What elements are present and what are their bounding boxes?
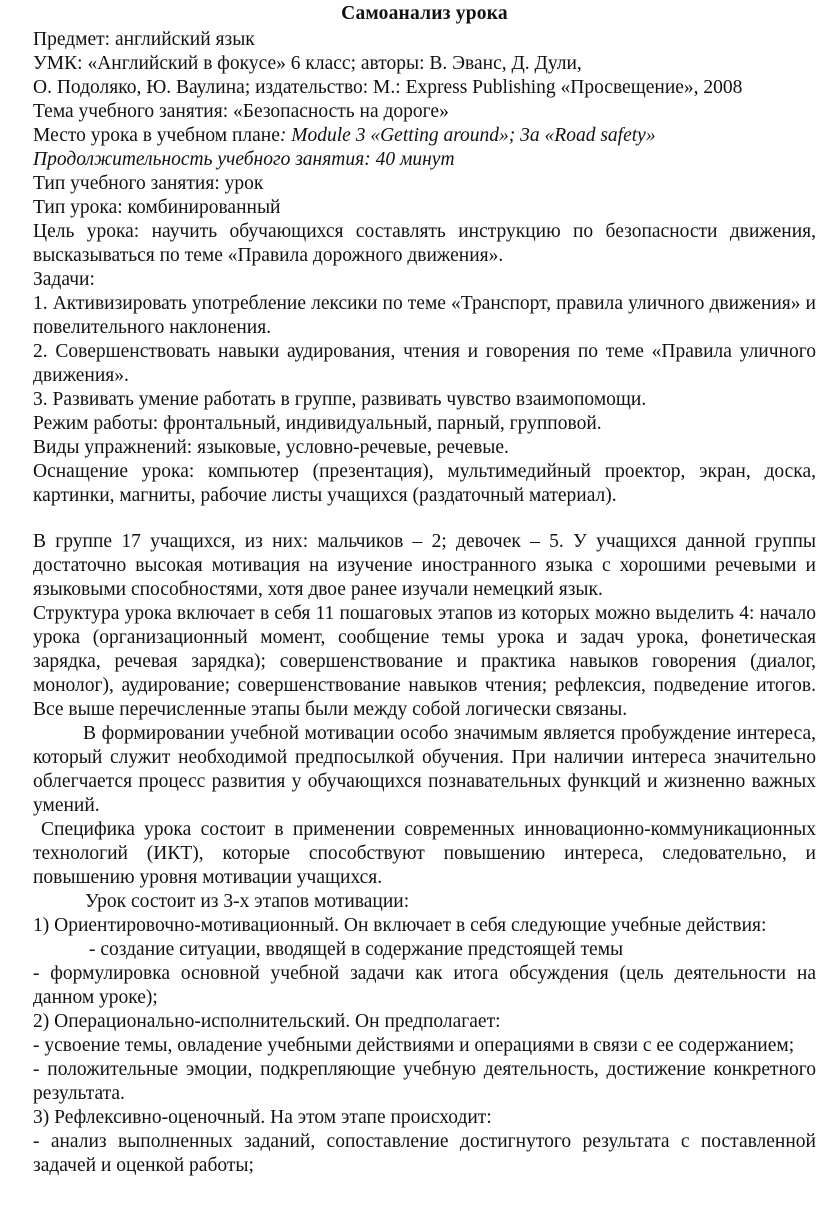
- stage-1-item-1: - создание ситуации, вводящей в содержание предстоящей темы: [89, 939, 624, 960]
- document-page: [33, 0, 816, 1178]
- topic-line: Тема учебного занятия: «Безопасность на дороге»: [33, 101, 449, 122]
- place-line: [33, 124, 816, 148]
- exercise-types-line: Виды упражнений: языковые, условно-речевые, речевые.: [33, 437, 509, 458]
- stage-3-item-1: - анализ выполненных заданий, сопоставление достигнутого результата с поставленной задачей и оценкой работы;: [33, 1131, 816, 1176]
- stage-2-item-1: - усвоение темы, овладение учебными действиями и операциями в связи с ее содержанием;: [33, 1035, 795, 1056]
- umk-line-1: УМК: «Английский в фокусе» 6 класс; авторы: В. Эванс, Д. Дули,: [33, 53, 582, 74]
- document-title: Самоанализ урока: [341, 3, 508, 24]
- work-mode-line: Режим работы: фронтальный, индивидуальный, парный, групповой.: [33, 413, 602, 434]
- stage-3-line: 3) Рефлексивно-оценочный. На этом этапе происходит:: [33, 1107, 492, 1128]
- stage-1-line: 1) Ориентировочно-мотивационный. Он включает в себя следующие учебные действия:: [33, 915, 767, 936]
- task-item-1: 1. Активизировать употребление лексики по теме «Транспорт, правила уличного движения» и повелительного наклонения.: [33, 293, 816, 338]
- place-label: Место урока в учебном плане: [33, 125, 280, 146]
- subject-line: Предмет: английский язык: [33, 29, 255, 50]
- motivation-paragraph: В формировании учебной мотивации особо значимым является пробуждение интереса, который служит необходимой предпосылкой обучения. При наличии интереса значительно облегчается процесс развития у обучающихся познавательных функций и жизненно важных умений.: [33, 723, 816, 816]
- duration-line: Продолжительность учебного занятия: 40 минут: [33, 149, 455, 170]
- goal-paragraph: Цель урока: научить обучающихся составлять инструкцию по безопасности движения, высказываться по теме «Правила дорожного движения».: [33, 221, 816, 266]
- tasks-label: Задачи:: [33, 269, 95, 290]
- stage-2-line: 2) Операционально-исполнительский. Он предполагает:: [33, 1011, 501, 1032]
- umk-line-2: О. Подоляко, Ю. Ваулина; издательство: М.: Express Publishing «Просвещение», 2008: [33, 77, 743, 98]
- specifics-paragraph: Специфика урока состоит в применении современных инновационно-коммуникационных технологий (ИКТ), которые способствуют повышению интереса, следовательно, и повышению уровня мотивации учащихся.: [33, 819, 816, 888]
- stages-intro-line: Урок состоит из 3-х этапов мотивации:: [85, 891, 410, 912]
- task-item-2: 2. Совершенствовать навыки аудирования, чтения и говорения по теме «Правила уличного движения».: [33, 341, 816, 386]
- stage-1-item-2: - формулировка основной учебной задачи как итога обсуждения (цель деятельности на данном уроке);: [33, 963, 816, 1008]
- group-info-paragraph: В группе 17 учащихся, из них: мальчиков – 2; девочек – 5. У учащихся данной группы достаточно высокая мотивация на изучение иностранного языка с хорошими речевыми и языковыми способностями, хотя двое ранее изучали немецкий язык.: [33, 531, 816, 600]
- equipment-paragraph: Оснащение урока: компьютер (презентация), мультимедийный проектор, экран, доска, картинки, магниты, рабочие листы учащихся (раздаточный материал).: [33, 461, 816, 506]
- structure-paragraph: Структура урока включает в себя 11 пошаговых этапов из которых можно выделить 4: начало урока (организационный момент, сообщение темы урока и задач урока, фонетическая зарядка, речевая зарядка); совершенствование и практика навыков говорения (диалог, монолог), аудирование; совершенствование навыков чтения; рефлексия, подведение итогов. Все выше перечисленные этапы были между собой логически связаны.: [33, 603, 816, 720]
- task-item-3: 3. Развивать умение работать в группе, развивать чувство взаимопомощи.: [33, 389, 647, 410]
- stage-2-item-2: - положительные эмоции, подкрепляющие учебную деятельность, достижение конкретного результата.: [33, 1059, 816, 1104]
- place-value: : Module 3 «Getting around»; 3a «Road safety»: [279, 125, 656, 146]
- paragraph-spacer: [33, 508, 816, 530]
- lesson-type-line: Тип урока: комбинированный: [33, 197, 281, 218]
- session-type-line: Тип учебного занятия: урок: [33, 173, 264, 194]
